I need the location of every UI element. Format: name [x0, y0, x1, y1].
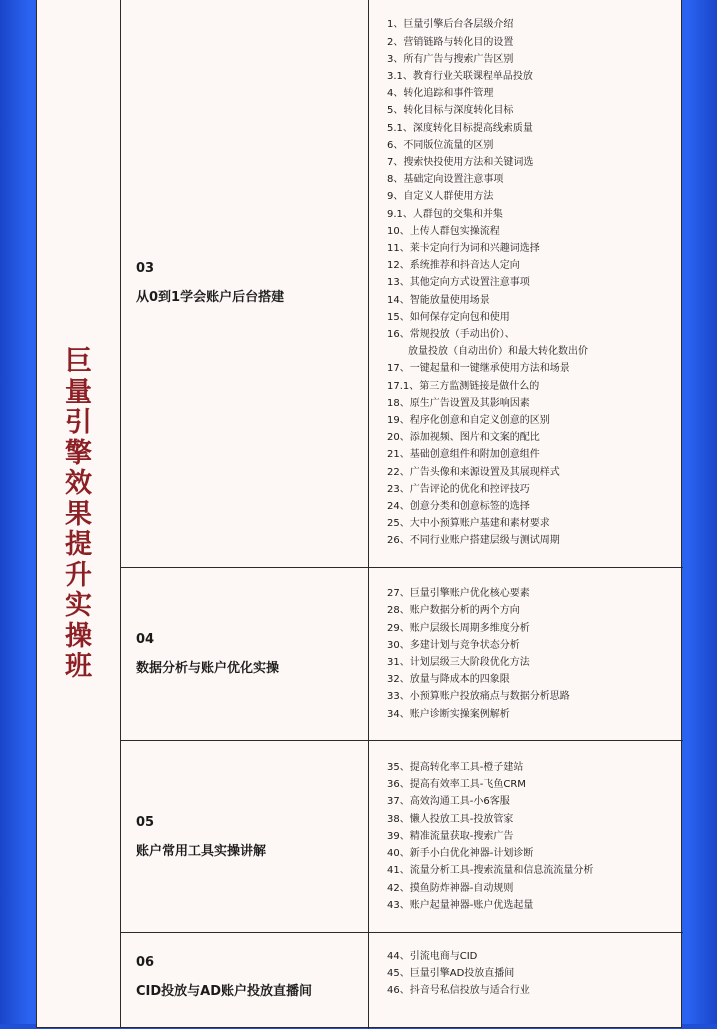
module-cell — [121, 741, 369, 932]
topic-list — [369, 741, 683, 932]
topic-item: 5、转化目标与深度转化目标 — [387, 105, 514, 117]
topic-item: 46、抖音号私信投放与适合行业 — [387, 985, 530, 997]
topic-item: 17.1、第三方监测链接是做什么的 — [387, 380, 540, 392]
topic-item: 34、账户诊断实操案例解析 — [387, 708, 510, 720]
topic-item: 17、一键起量和一键继承使用方法和场景 — [387, 363, 570, 375]
topic-item: 3.1、教育行业关联课程单品投放 — [387, 70, 533, 82]
module-number: 03 — [136, 261, 155, 276]
topic-item: 25、大中小预算账户基建和素材要求 — [387, 518, 550, 530]
topic-item: 26、不同行业账户搭建层级与测试周期 — [387, 535, 560, 547]
topic-item: 16、常规投放（手动出价）、 — [387, 329, 515, 340]
topic-item: 28、账户数据分析的两个方向 — [387, 605, 520, 617]
topic-item: 9.1、人群包的交集和并集 — [387, 208, 503, 220]
topic-item: 4、转化追踪和事件管理 — [387, 88, 494, 100]
module-row-04 — [121, 568, 683, 741]
topic-item: 30、多建计划与竞争状态分析 — [387, 639, 520, 651]
topic-item: 15、如何保存定向包和使用 — [387, 311, 510, 323]
course-side-banner — [37, 0, 121, 1027]
topic-item: 10、上传人群包实操流程 — [387, 225, 500, 237]
topic-item: 2、营销链路与转化目的设置 — [387, 36, 514, 48]
module-cell — [121, 933, 369, 1029]
module-row-06 — [121, 933, 683, 1029]
topic-item: 32、放量与降成本的四象限 — [387, 674, 510, 686]
curriculum-table — [36, 0, 682, 1028]
module-title: 账户常用工具实操讲解 — [136, 843, 267, 859]
topic-list — [369, 933, 683, 1029]
topic-item: 33、小预算账户投放痛点与数据分析思路 — [387, 691, 570, 703]
topic-item: 20、添加视频、图片和文案的配比 — [387, 432, 540, 444]
module-cell — [121, 0, 369, 567]
topic-item: 23、广告评论的优化和控评技巧 — [387, 483, 530, 495]
topic-item: 3、所有广告与搜索广告区别 — [387, 53, 514, 65]
topic-item: 45、巨量引擎AD投放直播间 — [387, 968, 515, 980]
topic-item: 19、程序化创意和自定义创意的区别 — [387, 415, 550, 427]
topic-item: 22、广告头像和来源设置及其展现样式 — [387, 466, 560, 478]
topic-item: 13、其他定向方式设置注意事项 — [387, 277, 530, 289]
topic-item: 43、账户起量神器-账户优选起量 — [387, 899, 534, 911]
topic-item: 1、巨量引擎后台各层级介绍 — [387, 19, 514, 31]
topic-item: 42、摸鱼防炸神器-自动规则 — [387, 882, 514, 894]
topic-item: 27、巨量引擎账户优化核心要素 — [387, 588, 530, 600]
topic-item: 8、基础定向设置注意事项 — [387, 174, 504, 186]
topic-item: 24、创意分类和创意标签的选择 — [387, 501, 530, 513]
topic-item: 7、搜索快投使用方法和关键词选 — [387, 156, 534, 168]
topic-item: 44、引流电商与CID — [387, 951, 478, 962]
module-title: CID投放与AD账户投放直播间 — [136, 984, 313, 999]
topic-item: 12、系统推荐和抖音达人定向 — [387, 260, 520, 272]
module-row-03 — [121, 0, 683, 568]
topic-item: 18、原生广告设置及其影响因素 — [387, 397, 530, 409]
course-title: 巨量引擎效果提升实操班 — [65, 346, 92, 683]
topic-item: 6、不同版位流量的区别 — [387, 139, 494, 151]
topic-item: 14、智能放量使用场景 — [387, 294, 490, 306]
topic-item: 40、新手小白优化神器-计划诊断 — [387, 848, 534, 860]
topic-item: 9、自定义人群使用方法 — [387, 191, 494, 203]
module-number: 05 — [136, 814, 155, 830]
topic-item: 31、计划层级三大阶段优化方法 — [387, 657, 530, 668]
topic-list — [369, 568, 683, 740]
module-number: 04 — [136, 632, 155, 647]
topic-list — [369, 0, 683, 567]
topic-item-continuation: 放量投放（自动出价）和最大转化数出价 — [408, 346, 588, 358]
topic-item: 41、流量分析工具-搜索流量和信息流流量分析 — [387, 865, 594, 877]
topic-item: 37、高效沟通工具-小6客服 — [387, 796, 510, 808]
topic-item: 38、懒人投放工具-投放管家 — [387, 813, 514, 825]
module-title: 数据分析与账户优化实操 — [136, 661, 280, 676]
module-title: 从0到1学会账户后台搭建 — [136, 290, 285, 305]
topic-item: 11、莱卡定向行为词和兴趣词选择 — [387, 242, 540, 254]
topic-item: 5.1、深度转化目标提高线索质量 — [387, 122, 533, 134]
module-row-05 — [121, 741, 683, 933]
module-cell — [121, 568, 369, 740]
topic-item: 36、提高有效率工具-飞鱼CRM — [387, 779, 526, 791]
topic-item: 39、精准流量获取-搜索广告 — [387, 830, 514, 842]
topic-item: 29、账户层级长周期多维度分析 — [387, 622, 530, 634]
module-number: 06 — [136, 955, 155, 970]
topic-item: 35、提高转化率工具-橙子建站 — [387, 762, 524, 774]
topic-item: 21、基础创意组件和附加创意组件 — [387, 449, 540, 461]
